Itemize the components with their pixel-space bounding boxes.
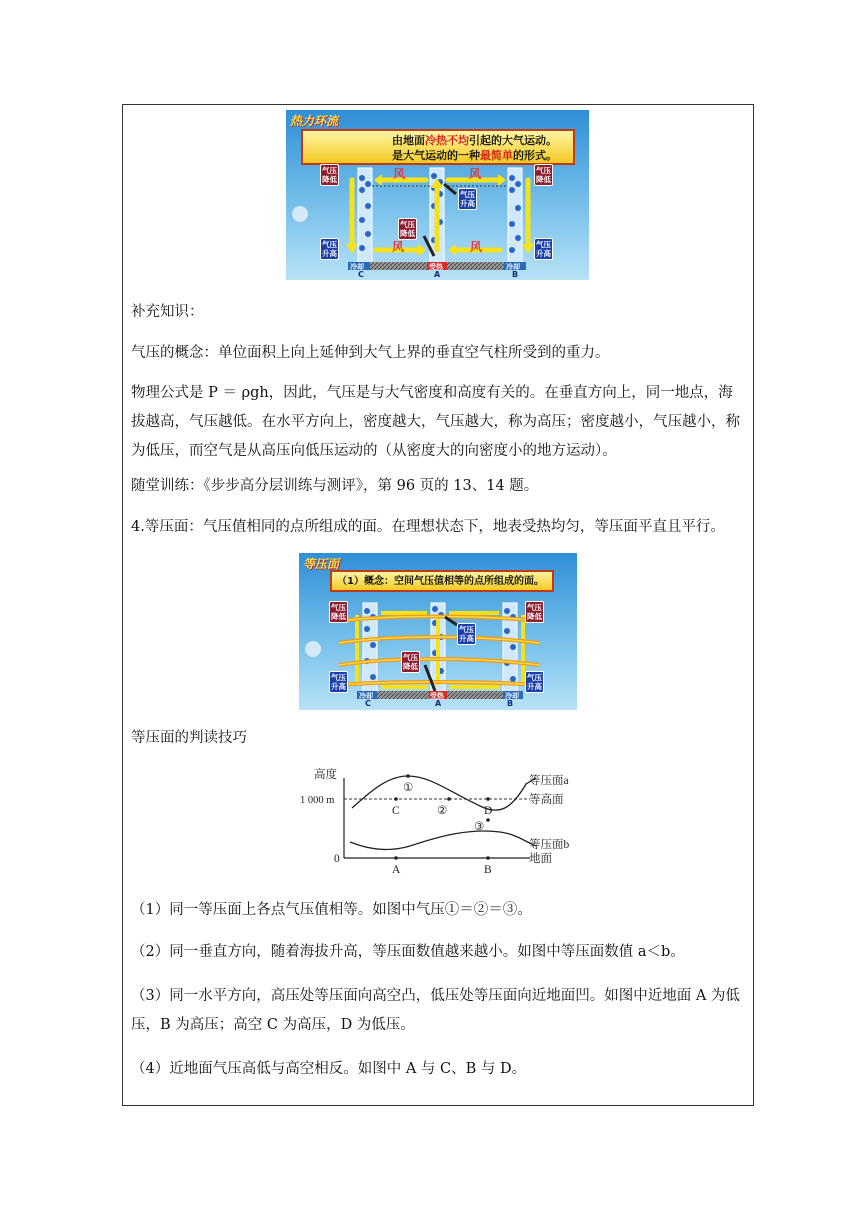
- slide2-column-label-c: C: [365, 699, 371, 708]
- slide1-title: 热力环流: [290, 114, 339, 128]
- isobaric-surface-slide: [299, 553, 577, 710]
- tag-pressure-high-right: 气压 升高: [536, 240, 551, 258]
- point-2-dot: [447, 797, 451, 801]
- point-b-dot: [486, 856, 490, 860]
- point-3-dot: [486, 818, 490, 822]
- tag-pressure-low-mid: 气压 降低: [400, 220, 415, 238]
- slide2-column-label-a: A: [435, 699, 442, 708]
- banner1-part3: 引起的大气运动。: [469, 134, 557, 147]
- point-d-label: D: [484, 805, 493, 817]
- rule-1: （1）同一等压面上各点气压值相等。如图中气压①＝②＝③。: [131, 902, 532, 918]
- slide2-tag-low-left: 气压 降低: [331, 603, 346, 621]
- banner2-part2: 最简单: [480, 149, 513, 162]
- column-label-b: B: [512, 270, 519, 279]
- surface-b-label: 等压面b: [529, 839, 570, 851]
- slide2-ground-cool-right: 冷却: [505, 692, 519, 700]
- slide2-title: 等压面: [303, 557, 340, 571]
- slide2-tag-low-mid: 气压 降低: [403, 653, 418, 671]
- origin-label: 0: [334, 853, 340, 865]
- isobaric-definition: 4.等压面：气压值相同的点所组成的面。在理想状态下，地表受热均匀，等压面平直且平行。: [131, 519, 725, 535]
- tag-pressure-high-left: 气压 升高: [322, 240, 337, 258]
- banner2-part1: 是大气运动的一种: [392, 149, 480, 162]
- y-axis-label: 高度: [314, 769, 337, 781]
- supplement-heading: 补充知识：: [131, 304, 204, 320]
- point-2-label: ②: [437, 805, 448, 817]
- tag-pressure-high-mid: 气压 升高: [460, 190, 475, 208]
- point-a-label: A: [392, 864, 401, 876]
- tag-pressure-low-right: 气压 降低: [536, 166, 551, 184]
- wind-label-top-left: 风: [393, 167, 406, 181]
- wind-label-bottom-left: 风: [392, 240, 405, 254]
- point-3-label: ③: [474, 821, 485, 833]
- equal-height-label: 等高面: [529, 794, 564, 806]
- column-label-a: A: [434, 270, 441, 279]
- column-label-c: C: [358, 270, 364, 279]
- slide2-tag-low-right: 气压 降低: [527, 603, 542, 621]
- isobaric-surface-b: [350, 831, 536, 850]
- classroom-practice: 随堂训练：《步步高分层训练与测评》，第 96 页的 13、14 题。: [131, 478, 539, 494]
- point-a-dot: [394, 856, 398, 860]
- slide2-column-label-b: B: [507, 699, 514, 708]
- banner1-part2: 冷热不均: [425, 134, 469, 147]
- isobaric-diagram: [290, 764, 580, 876]
- slide2-tag-high-left: 气压 升高: [331, 673, 346, 691]
- point-1-label: ①: [403, 782, 414, 794]
- slide2-ground-cool-left: 冷却: [359, 692, 373, 700]
- slide2-tag-high-right: 气压 升高: [527, 673, 542, 691]
- point-d-dot: [486, 797, 490, 801]
- slide2-banner: （1）概念：空间气压值相等的点所组成的面。: [337, 576, 544, 587]
- pressure-concept: 气压的概念：单位面积上向上延伸到大气上界的垂直空气柱所受到的重力。: [131, 345, 610, 361]
- banner2-part3: 的形式。: [513, 149, 557, 162]
- surface-a-label: 等压面a: [529, 775, 569, 787]
- wind-label-bottom-right: 风: [470, 240, 483, 254]
- banner1-part1: 由地面: [392, 134, 425, 147]
- rule-2: （2）同一垂直方向，随着海拔升高，等压面数值越来越小。如图中等压面数值 a＜b。: [131, 944, 685, 960]
- ground-heat-mid: 受热: [429, 263, 443, 271]
- slide1-banner: [392, 133, 557, 163]
- tag-pressure-low-left: 气压 降低: [322, 166, 337, 184]
- physics-formula-paragraph: 物理公式是 P ＝ ρgh，因此，气压是与大气密度和高度有关的。在垂直方向上，同一地点，海拔越高，气压越低。在水平方向上，密度越大，气压越大，称为高压；密度越小，气压越小，称为低压，而空气是从高压向低压运动的（从密度大的向密度小的地方运动）。: [131, 385, 740, 459]
- height-tick-label: 1 000 m: [300, 795, 335, 806]
- thermal-circulation-slide: [286, 110, 589, 280]
- point-b-label: B: [484, 864, 492, 876]
- point-1-dot: [406, 774, 410, 778]
- reading-skills-heading: 等压面的判读技巧: [131, 730, 247, 746]
- ground-label: 地面: [529, 853, 552, 865]
- ground-cool-right: 冷却: [506, 263, 520, 271]
- point-c-label: C: [392, 805, 400, 817]
- rule-3: （3）同一水平方向，高压处等压面向高空凸，低压处等压面向近地面凹。如图中近地面 A 为低压，B 为高压；高空 C 为高压，D 为低压。: [131, 988, 740, 1033]
- slide2-tag-high-mid: 气压 升高: [459, 625, 474, 643]
- ground-cool-left: 冷却: [350, 263, 364, 271]
- slide2-ground-heat-mid: 受热: [430, 692, 444, 700]
- wind-label-top-right: 风: [469, 167, 482, 181]
- rule-4: （4）近地面气压高低与高空相反。如图中 A 与 C、B 与 D。: [131, 1061, 527, 1077]
- point-c-dot: [394, 797, 398, 801]
